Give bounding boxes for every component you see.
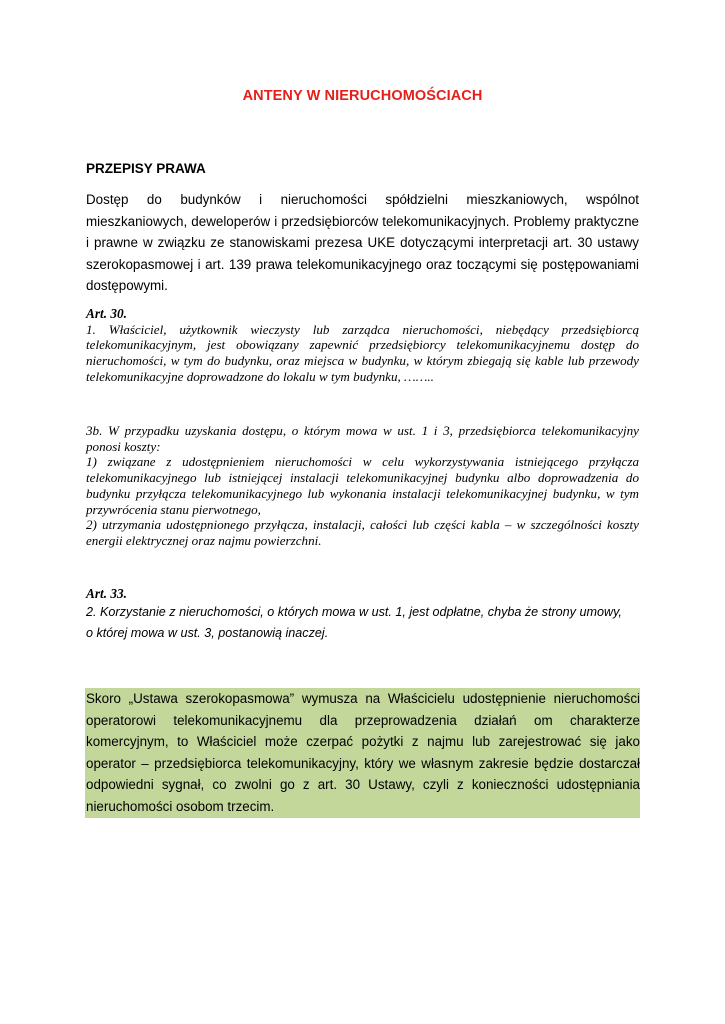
art-30-3b-block (86, 423, 639, 549)
section-heading: PRZEPISY PRAWA (86, 161, 206, 176)
intro-paragraph: Dostęp do budynków i nieruchomości spółdzielni mieszkaniowych, wspólnot mieszkaniowych, deweloperów i przedsiębiorców telekomunikacyjnych. Problemy praktyczne i prawne w związku ze stanowiskami prezesa UKE dotyczącymi interpretacji art. 30 ustawy szerokopasmowej i art. 139 prawa telekomunikacyjnego oraz toczącymi się postępowaniami dostępowymi. (86, 192, 639, 294)
art-30-block (86, 306, 639, 385)
art-33-point-2-line-2: o której mowa w ust. 3, postanowią inaczej. (86, 625, 329, 640)
art-33-block (86, 586, 639, 644)
highlighted-callout (85, 688, 640, 818)
art-30-point-3b-2: 2) utrzymania udostępnionego przyłącza, instalacji, całości lub części kabla – w szczególności koszty energii elektrycznej oraz najmu powierzchni. (86, 517, 639, 548)
art-30-point-1: 1. Właściciel, użytkownik wieczysty lub zarządca nieruchomości, niebędący przedsiębiorcą telekomunikacyjnym, jest obowiązany zapewnić przedsiębiorcy telekomunikacyjnemu dostęp do nieruchomości, w tym do budynku, oraz miejsca w budynku, w którym zbiegają się kable lub przewody telekomunikacyjne doprowadzone do lokalu w tym budynku, …….. (86, 321, 639, 384)
art-30-point-3b-1: 1) związane z udostępnieniem nieruchomości w celu wykorzystywania istniejącego przyłącza telekomunikacyjnego lub istniejącej instalacji telekomunikacyjnej budynku albo doprowadzenia do budynku przyłącza telekomunikacyjnego lub wykonania instalacji telekomunikacyjnej budynku, w tym przywrócenia stanu pierwotnego, (86, 454, 639, 517)
art-30-heading: Art. 30. (86, 306, 128, 321)
intro-paragraph-block (86, 189, 639, 297)
page-title: ANTENY W NIERUCHOMOŚCIACH (242, 88, 483, 104)
art-33-heading: Art. 33. (86, 586, 128, 601)
callout-text: Skoro „Ustawa szerokopasmowa” wymusza na Właścicielu udostępnienie nieruchomości operatorowi telekomunikacyjnemu dla przeprowadzenia działań om charakterze komercyjnym, to Właściciel może czerpać pożytki z najmu lub zarejestrować się jako operator – przedsiębiorca telekomunikacyjny, który we własnym zakresie będzie dostarczał odpowiedni sygnał, co zwolni go z art. 30 Ustawy, czyli z konieczności udostępniania nieruchomości osobom trzecim. (86, 691, 640, 814)
art-33-point-2-line-1: 2. Korzystanie z nieruchomości, o których mowa w ust. 1, jest odpłatne, chyba że strony umowy, (86, 604, 622, 619)
art-30-point-3b: 3b. W przypadku uzyskania dostępu, o którym mowa w ust. 1 i 3, przedsiębiorca telekomunikacyjny ponosi koszty: (86, 423, 639, 454)
